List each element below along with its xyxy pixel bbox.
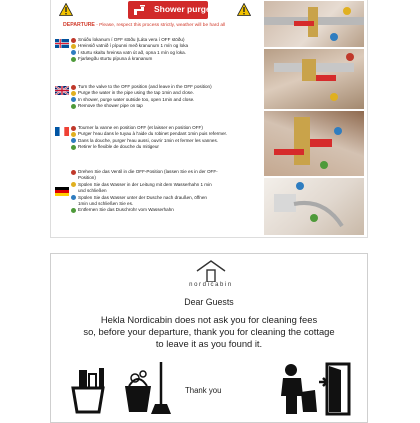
logo-text: nordicabin <box>189 282 233 288</box>
tap-icon <box>132 4 148 16</box>
step-marker <box>71 85 76 90</box>
thank-you-text: Thank you <box>185 386 222 395</box>
valve-closeup-photo <box>264 111 364 176</box>
step-marker <box>71 91 76 96</box>
step-text: In shower, purge water outside too, open 1min and close. <box>78 96 195 102</box>
step-marker <box>71 138 76 143</box>
cleaning-supplies-icon <box>69 360 173 416</box>
message-line: Hekla Nordicabin does not ask you for cleaning fees <box>100 314 318 325</box>
step-text: 1min und schließen Sie es. <box>78 200 134 206</box>
person-leaving-icon <box>279 360 355 416</box>
step-text: Purger l'eau dans le tuyau à l'aide du robinet pendant 1min puis refermer. <box>78 131 228 137</box>
step-marker <box>71 57 76 62</box>
uk-flag-icon <box>55 86 69 95</box>
house-logo-icon <box>194 260 228 282</box>
tap-photo <box>264 49 364 109</box>
step-text: Hreinsið vatnið í pípunni með kranunum 1 mín og loka <box>78 43 189 49</box>
france-flag-icon <box>55 127 69 136</box>
step-marker <box>71 170 76 175</box>
departure-text: - Please, respect this process strictly, weather will be hard all <box>94 23 226 28</box>
step-text: Drehen Sie das Ventil in die OFF-Position (lassen Sie es in der OFF- <box>78 169 218 174</box>
step-marker <box>71 182 76 187</box>
germany-flag-icon <box>55 187 69 196</box>
step-marker <box>71 50 76 55</box>
step-marker <box>71 126 76 131</box>
step-text: Spülen Sie das Wasser in der Leitung mit dem Wasserhahn 1 min <box>78 181 212 187</box>
valve-photo <box>264 1 364 47</box>
step-marker <box>71 132 76 137</box>
title-banner <box>128 1 211 19</box>
step-text: Í sturtu skaltu hreinsa vatn út að, opna 1 mín og loka. <box>78 49 187 55</box>
nordicabin-logo <box>178 260 244 294</box>
step-text: Snúðu lokanum í OFF stöðu (Láta vera í OFF stöðu) <box>78 37 185 42</box>
warning-icon <box>237 3 251 16</box>
guest-note-card <box>50 253 368 423</box>
warning-icon <box>59 3 73 16</box>
step-marker <box>71 145 76 150</box>
step-marker <box>71 195 76 200</box>
step-marker <box>71 38 76 43</box>
step-marker <box>71 208 76 213</box>
step-text: Dans la douche, purger l'eau aussi, ouvrir 1min et fermer les vannes. <box>78 137 219 143</box>
step-text: Spülen Sie das Wasser unter der Dusche nach draußen, öffnen <box>78 194 207 200</box>
departure-note <box>63 22 225 28</box>
step-marker <box>71 97 76 102</box>
message-line: to leave it as you found it. <box>155 338 263 349</box>
step-text: und schließen <box>78 188 107 194</box>
step-text: Tourner la vanne en position OFF (et laisser en position OFF) <box>78 125 203 130</box>
step-text: Position) <box>78 175 96 181</box>
step-text: Entfernen Sie das Duschrohr vom Wasserhahn <box>78 207 174 213</box>
step-marker <box>71 44 76 49</box>
step-text: Retirer le flexible de douche du mitigeur <box>78 144 159 150</box>
iceland-flag-icon <box>55 39 69 48</box>
step-marker <box>71 104 76 109</box>
message-line: so, before your departure, thank you for cleaning the cottage <box>83 326 335 337</box>
step-text: Purge the water in the pipe using the tap 1min and close. <box>78 90 194 96</box>
shower-purge-card <box>50 0 368 238</box>
departure-label: DEPARTURE <box>63 22 95 28</box>
step-text: Turn the valve to the OFF position (and leave in the OFF position) <box>78 84 212 89</box>
step-text: Fjarlægðu sturtu pípuna á krananum <box>78 56 153 62</box>
shower-hose-photo <box>264 178 364 235</box>
step-text: Remove the shower pipe on tap <box>78 103 143 109</box>
greeting: Dear Guests <box>184 297 234 307</box>
page-title: Shower purge <box>154 4 211 14</box>
